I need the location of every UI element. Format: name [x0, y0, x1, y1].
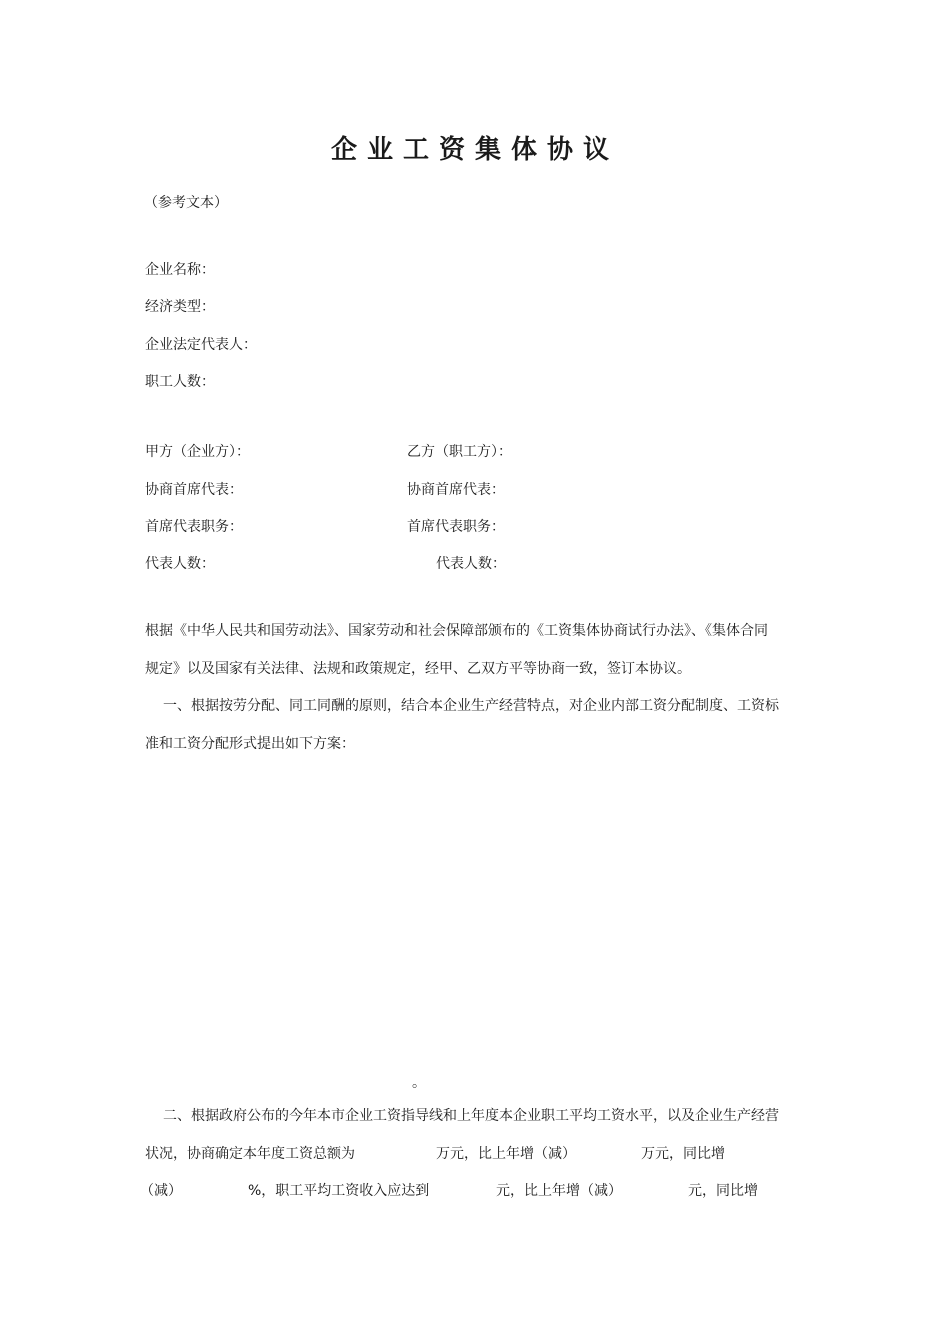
clause-2-line-2-part-b: 万元，比上年增（减） — [436, 1146, 576, 1162]
intro-paragraph-line-1: 根据《中华人民共和国劳动法》、国家劳动和社会保障部颁布的《工资集体协商试行办法》、《集体合同 — [145, 623, 768, 639]
party-a-rep-count-label: 代表人数： — [145, 556, 215, 572]
party-b-chief-title-label: 首席代表职务： — [407, 519, 505, 535]
intro-paragraph-line-2: 规定》以及国家有关法律、法规和政策规定，经甲、乙双方平等协商一致，签订本协议。 — [145, 661, 691, 677]
clause-2-line-3-part-c: 元，比上年增（减） — [496, 1183, 622, 1199]
clause-2-line-2-part-c: 万元，同比增 — [641, 1146, 725, 1162]
clause-1-line-1: 一、根据按劳分配、同工同酬的原则，结合本企业生产经营特点，对企业内部工资分配制度、工资标 — [163, 698, 779, 714]
economic-type-label: 经济类型： — [145, 299, 215, 315]
clause-2-line-3-part-a: （减） — [140, 1183, 182, 1199]
company-name-label: 企业名称： — [145, 262, 215, 278]
clause-1-line-2: 准和工资分配形式提出如下方案： — [145, 736, 355, 752]
party-b-rep-count-label: 代表人数： — [436, 556, 506, 572]
party-b-chief-rep-label: 协商首席代表： — [407, 482, 505, 498]
document-title: 企业工资集体协议 — [330, 135, 619, 165]
clause-2-line-3-part-d: 元，同比增 — [688, 1183, 758, 1199]
party-a-label: 甲方（企业方）： — [145, 444, 250, 460]
party-b-label: 乙方（职工方）： — [407, 444, 512, 460]
party-a-chief-title-label: 首席代表职务： — [145, 519, 243, 535]
period-mark: 。 — [412, 1075, 426, 1091]
clause-2-line-2-part-a: 状况，协商确定本年度工资总额为 — [145, 1146, 355, 1162]
clause-2-line-3-part-b: %，职工平均工资收入应达到 — [248, 1183, 430, 1199]
employee-count-label: 职工人数： — [145, 374, 215, 390]
document-subtitle: （参考文本） — [144, 195, 228, 211]
legal-representative-label: 企业法定代表人： — [145, 337, 257, 353]
party-a-chief-rep-label: 协商首席代表： — [145, 482, 243, 498]
clause-2-line-1: 二、根据政府公布的今年本市企业工资指导线和上年度本企业职工平均工资水平，以及企业生产经营 — [163, 1108, 779, 1124]
